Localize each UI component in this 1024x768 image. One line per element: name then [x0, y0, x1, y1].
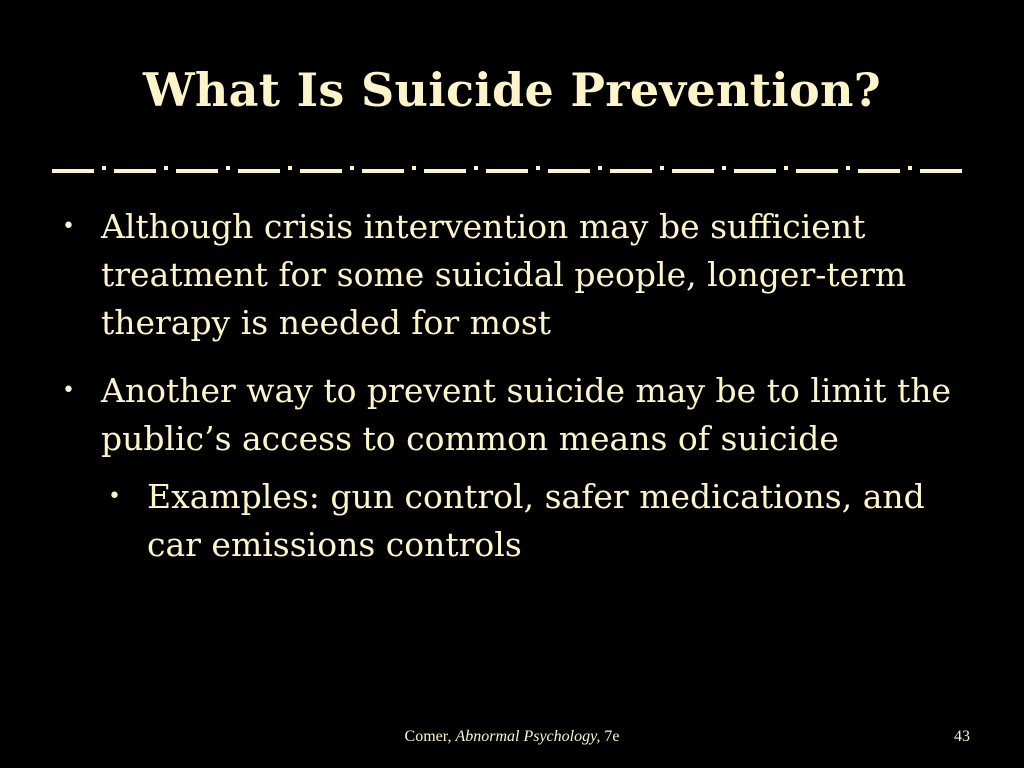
bullet-item [60, 367, 980, 463]
bullet-item [60, 203, 980, 347]
divider-dot [536, 166, 540, 170]
footer-author: Comer, [404, 728, 452, 745]
divider-dot [722, 166, 726, 170]
divider-dot [474, 166, 478, 170]
divider-dash [114, 169, 156, 173]
divider-dash [52, 169, 94, 173]
slide-title: What Is Suicide Prevention? [142, 63, 882, 117]
bullet-dot-icon: • [62, 378, 75, 403]
title-divider [52, 160, 974, 176]
divider-dot [412, 166, 416, 170]
divider-dot [908, 166, 912, 170]
bullet-text: Although crisis intervention may be sufficient treatment for some suicidal people, longer-term therapy is needed for most [101, 207, 907, 342]
divider-dash [672, 169, 714, 173]
footer-edition: 7e [604, 728, 620, 745]
bullet-dot-icon: • [62, 214, 75, 239]
divider-dash [858, 169, 900, 173]
bullet-text: Another way to prevent suicide may be to limit the public’s access to common means of suicide [101, 371, 952, 458]
divider-dash [548, 169, 590, 173]
divider-dot [846, 166, 850, 170]
divider-dash [362, 169, 404, 173]
footer-citation [0, 728, 1024, 746]
divider-dash [610, 169, 652, 173]
divider-dash [176, 169, 218, 173]
divider-dot [660, 166, 664, 170]
sub-bullet-item [106, 473, 980, 569]
divider-dot [164, 166, 168, 170]
slide-body [60, 203, 980, 589]
divider-dot [102, 166, 106, 170]
bullet-dot-icon: • [108, 484, 121, 509]
divider-dash [796, 169, 838, 173]
divider-dot [226, 166, 230, 170]
sub-bullet-text: Examples: gun control, safer medications, and car emissions controls [147, 477, 925, 564]
divider-dash [238, 169, 280, 173]
footer-book-title: Abnormal Psychology, [455, 728, 601, 745]
divider-dot [784, 166, 788, 170]
divider-dash [300, 169, 342, 173]
divider-dot [350, 166, 354, 170]
divider-dash [424, 169, 466, 173]
divider-dot [288, 166, 292, 170]
page-number: 43 [954, 728, 970, 745]
divider-dot [598, 166, 602, 170]
divider-dash [734, 169, 776, 173]
divider-dash [486, 169, 528, 173]
divider-dash [920, 169, 962, 173]
